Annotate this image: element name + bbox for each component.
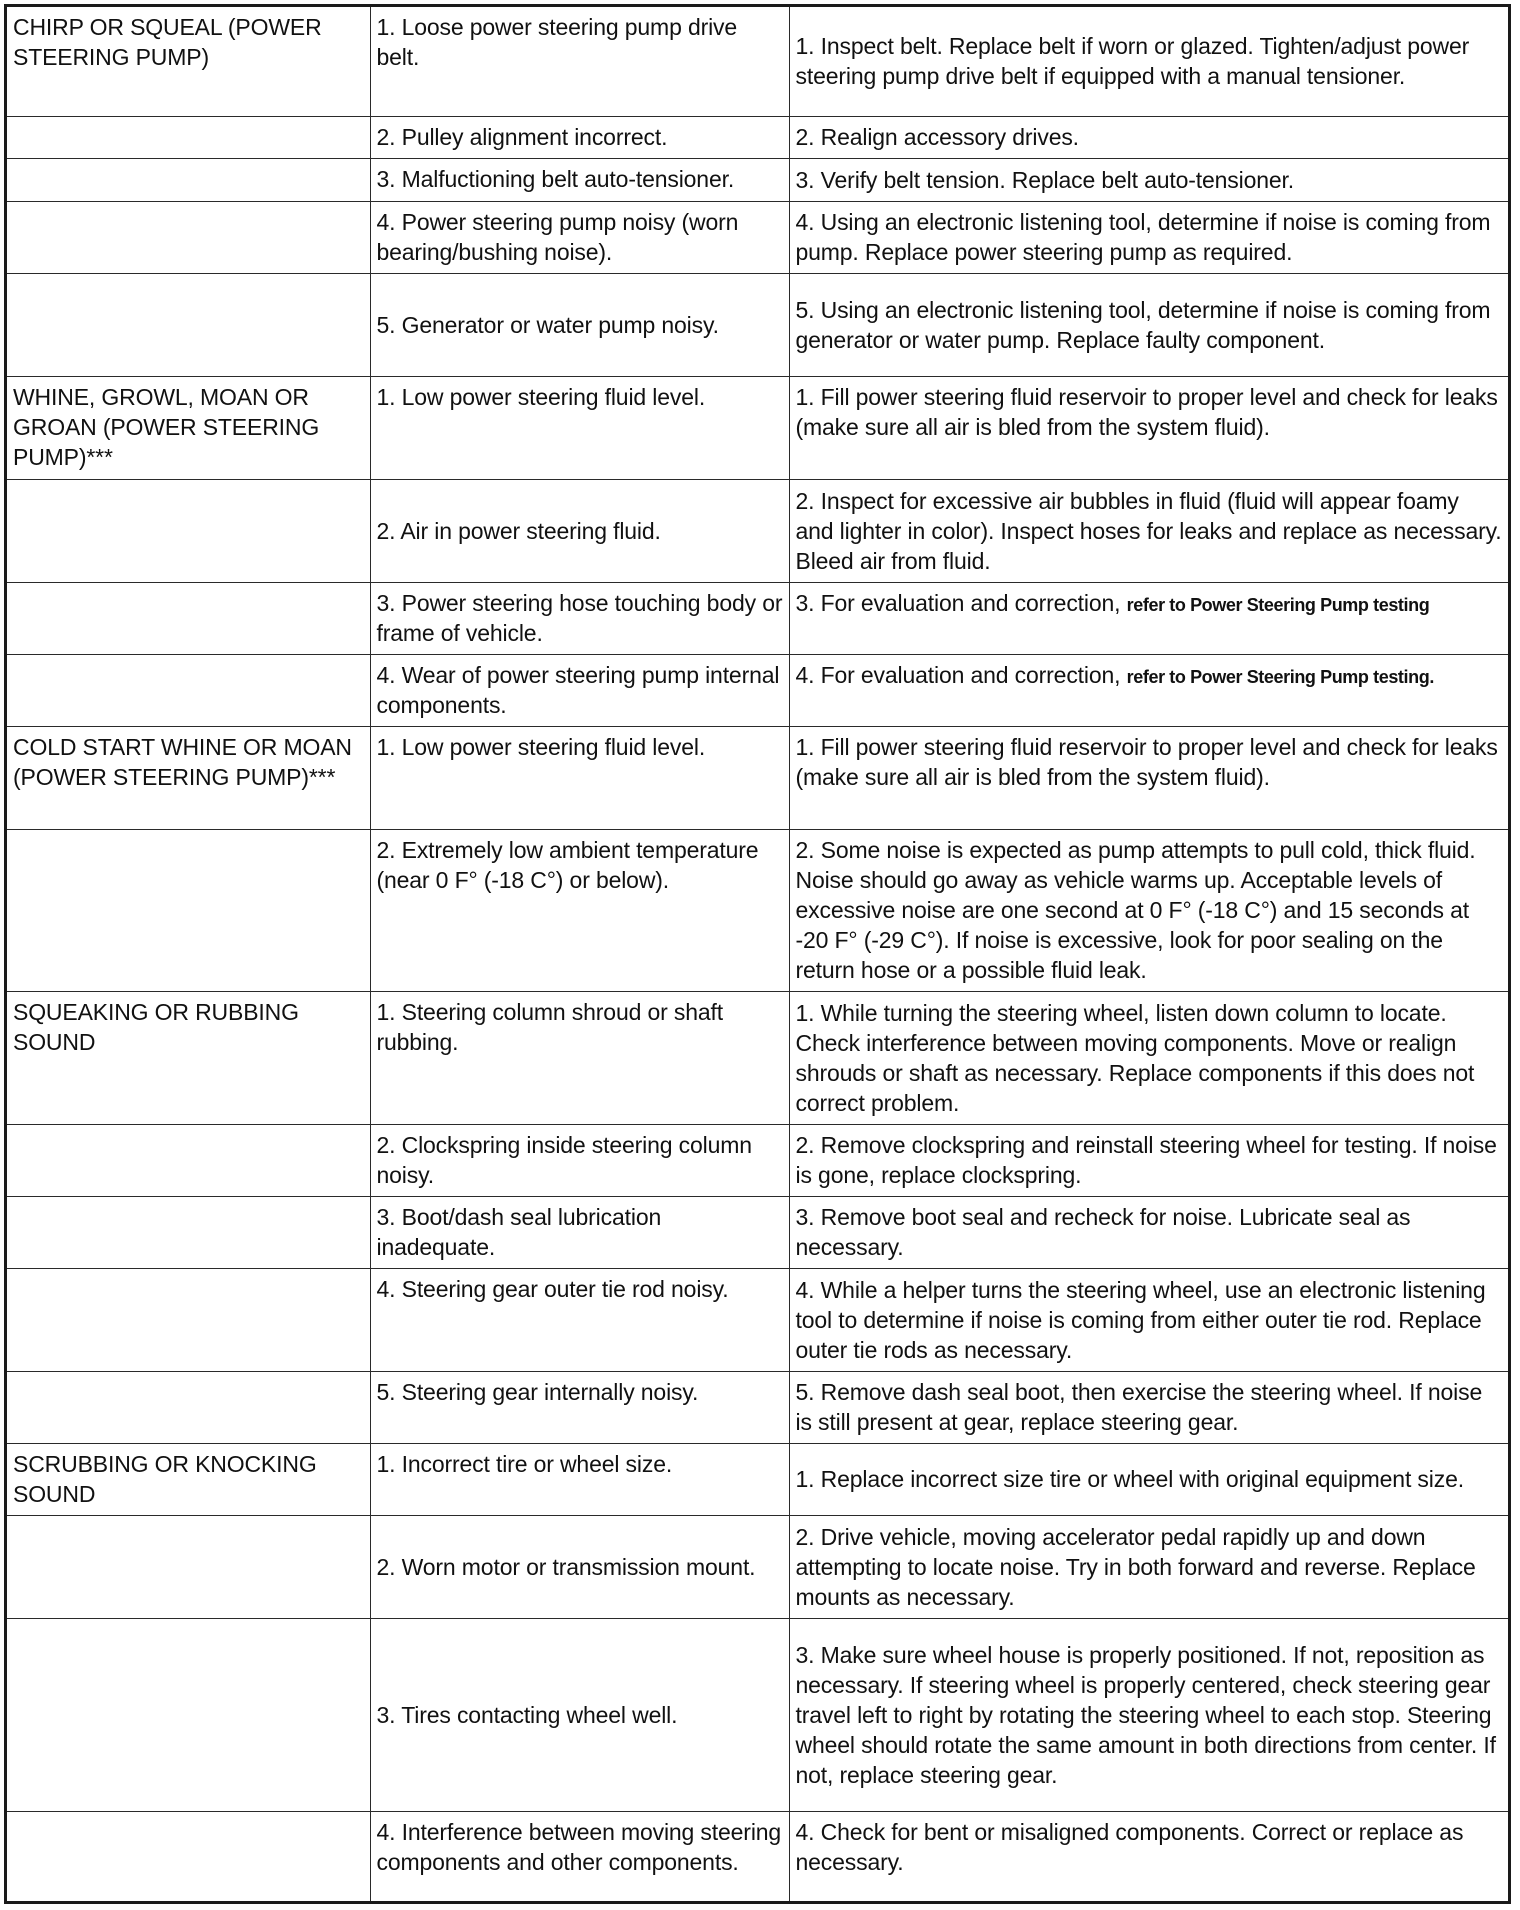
condition-cell: CHIRP OR SQUEAL (POWER STEERING PUMP)	[7, 7, 370, 116]
cause-cell: 1. Low power steering fluid level.	[370, 726, 789, 829]
cause-cell: 1. Incorrect tire or wheel size.	[370, 1443, 789, 1515]
cause-cell: 1. Low power steering fluid level.	[370, 376, 789, 479]
cause-cell: 2. Clockspring inside steering column noisy.	[370, 1124, 789, 1196]
cause-cell: 4. Interference between moving steering components and other components.	[370, 1811, 789, 1904]
condition-cell	[7, 479, 370, 582]
table-row	[7, 1371, 1508, 1443]
correction-cell: 2. Realign accessory drives.	[789, 116, 1508, 158]
condition-cell	[7, 273, 370, 376]
cause-cell: 3. Tires contacting wheel well.	[370, 1618, 789, 1811]
correction-cell: 1. Fill power steering fluid reservoir to proper level and check for leaks (make sure all air is bled from the system fluid).	[789, 726, 1508, 829]
condition-cell	[7, 116, 370, 158]
cause-cell: 1. Steering column shroud or shaft rubbing.	[370, 991, 789, 1124]
cause-cell: 5. Generator or water pump noisy.	[370, 273, 789, 376]
condition-cell	[7, 654, 370, 726]
table-row	[7, 1124, 1508, 1196]
cause-cell: 3. Power steering hose touching body or frame of vehicle.	[370, 582, 789, 654]
correction-cell: 3. Verify belt tension. Replace belt auto-tensioner.	[789, 158, 1508, 201]
power-steering-pump-testing-reference: refer to Power Steering Pump testing.	[1126, 666, 1434, 687]
condition-cell	[7, 201, 370, 273]
cause-cell: 4. Power steering pump noisy (worn bearing/bushing noise).	[370, 201, 789, 273]
condition-cell	[7, 829, 370, 991]
correction-cell: 2. Some noise is expected as pump attempts to pull cold, thick fluid. Noise should go away as vehicle warms up. Acceptable levels of excessive noise are one second at 0 F° (-18 C°) and 15 seconds at -20 F° (-29 C°). If noise is excessive, look for poor sealing on the return hose or a possible fluid leak.	[789, 829, 1508, 991]
table-row	[7, 7, 1508, 116]
correction-cell: 4. Using an electronic listening tool, determine if noise is coming from pump. Replace power steering pump as required.	[789, 201, 1508, 273]
correction-cell: 1. Replace incorrect size tire or wheel with original equipment size.	[789, 1443, 1508, 1515]
cause-cell: 2. Extremely low ambient temperature (near 0 F° (-18 C°) or below).	[370, 829, 789, 991]
cause-cell: 4. Steering gear outer tie rod noisy.	[370, 1268, 789, 1371]
correction-cell: 2. Inspect for excessive air bubbles in fluid (fluid will appear foamy and lighter in color). Inspect hoses for leaks and replace as necessary. Bleed air from fluid.	[789, 479, 1508, 582]
diagnosis-table	[7, 7, 1508, 1904]
table-row	[7, 479, 1508, 582]
table-row	[7, 116, 1508, 158]
correction-cell	[789, 582, 1508, 654]
cause-cell: 2. Worn motor or transmission mount.	[370, 1515, 789, 1618]
correction-cell: 4. Check for bent or misaligned components. Correct or replace as necessary.	[789, 1811, 1508, 1904]
cause-cell: 3. Malfuctioning belt auto-tensioner.	[370, 158, 789, 201]
table-row	[7, 991, 1508, 1124]
condition-cell	[7, 1196, 370, 1268]
condition-cell: WHINE, GROWL, MOAN OR GROAN (POWER STEERING PUMP)***	[7, 376, 370, 479]
correction-cell: 4. While a helper turns the steering wheel, use an electronic listening tool to determine if noise is coming from either outer tie rod. Replace outer tie rods as necessary.	[789, 1268, 1508, 1371]
condition-cell	[7, 1515, 370, 1618]
condition-cell: SQUEAKING OR RUBBING SOUND	[7, 991, 370, 1124]
correction-cell: 3. Make sure wheel house is properly positioned. If not, reposition as necessary. If steering wheel is properly centered, check steering gear travel left to right by rotating the steering wheel to each stop. Steering wheel should rotate the same amount in both directions from center. If not, replace steering gear.	[789, 1618, 1508, 1811]
cause-cell: 4. Wear of power steering pump internal components.	[370, 654, 789, 726]
table-row	[7, 376, 1508, 479]
condition-cell	[7, 582, 370, 654]
table-row	[7, 726, 1508, 829]
power-steering-pump-testing-reference: refer to Power Steering Pump testing	[1126, 594, 1430, 615]
condition-cell	[7, 1618, 370, 1811]
cause-cell: 2. Pulley alignment incorrect.	[370, 116, 789, 158]
condition-cell	[7, 1371, 370, 1443]
table-row	[7, 1618, 1508, 1811]
diagnosis-table-frame	[4, 4, 1511, 1904]
table-row	[7, 582, 1508, 654]
condition-cell	[7, 1124, 370, 1196]
condition-cell	[7, 1811, 370, 1904]
condition-cell: COLD START WHINE OR MOAN (POWER STEERING PUMP)***	[7, 726, 370, 829]
correction-text: 3. For evaluation and correction,	[795, 589, 1121, 616]
table-row	[7, 1268, 1508, 1371]
cause-cell: 3. Boot/dash seal lubrication inadequate.	[370, 1196, 789, 1268]
correction-text: 4. For evaluation and correction,	[795, 661, 1121, 688]
correction-cell	[789, 654, 1508, 726]
correction-cell: 1. Fill power steering fluid reservoir to proper level and check for leaks (make sure all air is bled from the system fluid).	[789, 376, 1508, 479]
table-row	[7, 1443, 1508, 1515]
correction-cell: 1. Inspect belt. Replace belt if worn or glazed. Tighten/adjust power steering pump drive belt if equipped with a manual tensioner.	[789, 7, 1508, 116]
table-row	[7, 1196, 1508, 1268]
cause-cell: 5. Steering gear internally noisy.	[370, 1371, 789, 1443]
condition-cell	[7, 158, 370, 201]
condition-cell: SCRUBBING OR KNOCKING SOUND	[7, 1443, 370, 1515]
correction-cell: 5. Using an electronic listening tool, determine if noise is coming from generator or water pump. Replace faulty component.	[789, 273, 1508, 376]
table-row	[7, 829, 1508, 991]
table-row	[7, 1811, 1508, 1904]
correction-cell: 5. Remove dash seal boot, then exercise the steering wheel. If noise is still present at gear, replace steering gear.	[789, 1371, 1508, 1443]
correction-cell: 3. Remove boot seal and recheck for noise. Lubricate seal as necessary.	[789, 1196, 1508, 1268]
table-row	[7, 1515, 1508, 1618]
correction-cell: 2. Drive vehicle, moving accelerator pedal rapidly up and down attempting to locate noise. Try in both forward and reverse. Replace mounts as necessary.	[789, 1515, 1508, 1618]
correction-cell: 1. While turning the steering wheel, listen down column to locate. Check interference between moving components. Move or realign shrouds or shaft as necessary. Replace components if this does not correct problem.	[789, 991, 1508, 1124]
table-row	[7, 201, 1508, 273]
table-row	[7, 158, 1508, 201]
table-row	[7, 273, 1508, 376]
cause-cell: 1. Loose power steering pump drive belt.	[370, 7, 789, 116]
condition-cell	[7, 1268, 370, 1371]
table-row	[7, 654, 1508, 726]
correction-cell: 2. Remove clockspring and reinstall steering wheel for testing. If noise is gone, replace clockspring.	[789, 1124, 1508, 1196]
cause-cell: 2. Air in power steering fluid.	[370, 479, 789, 582]
